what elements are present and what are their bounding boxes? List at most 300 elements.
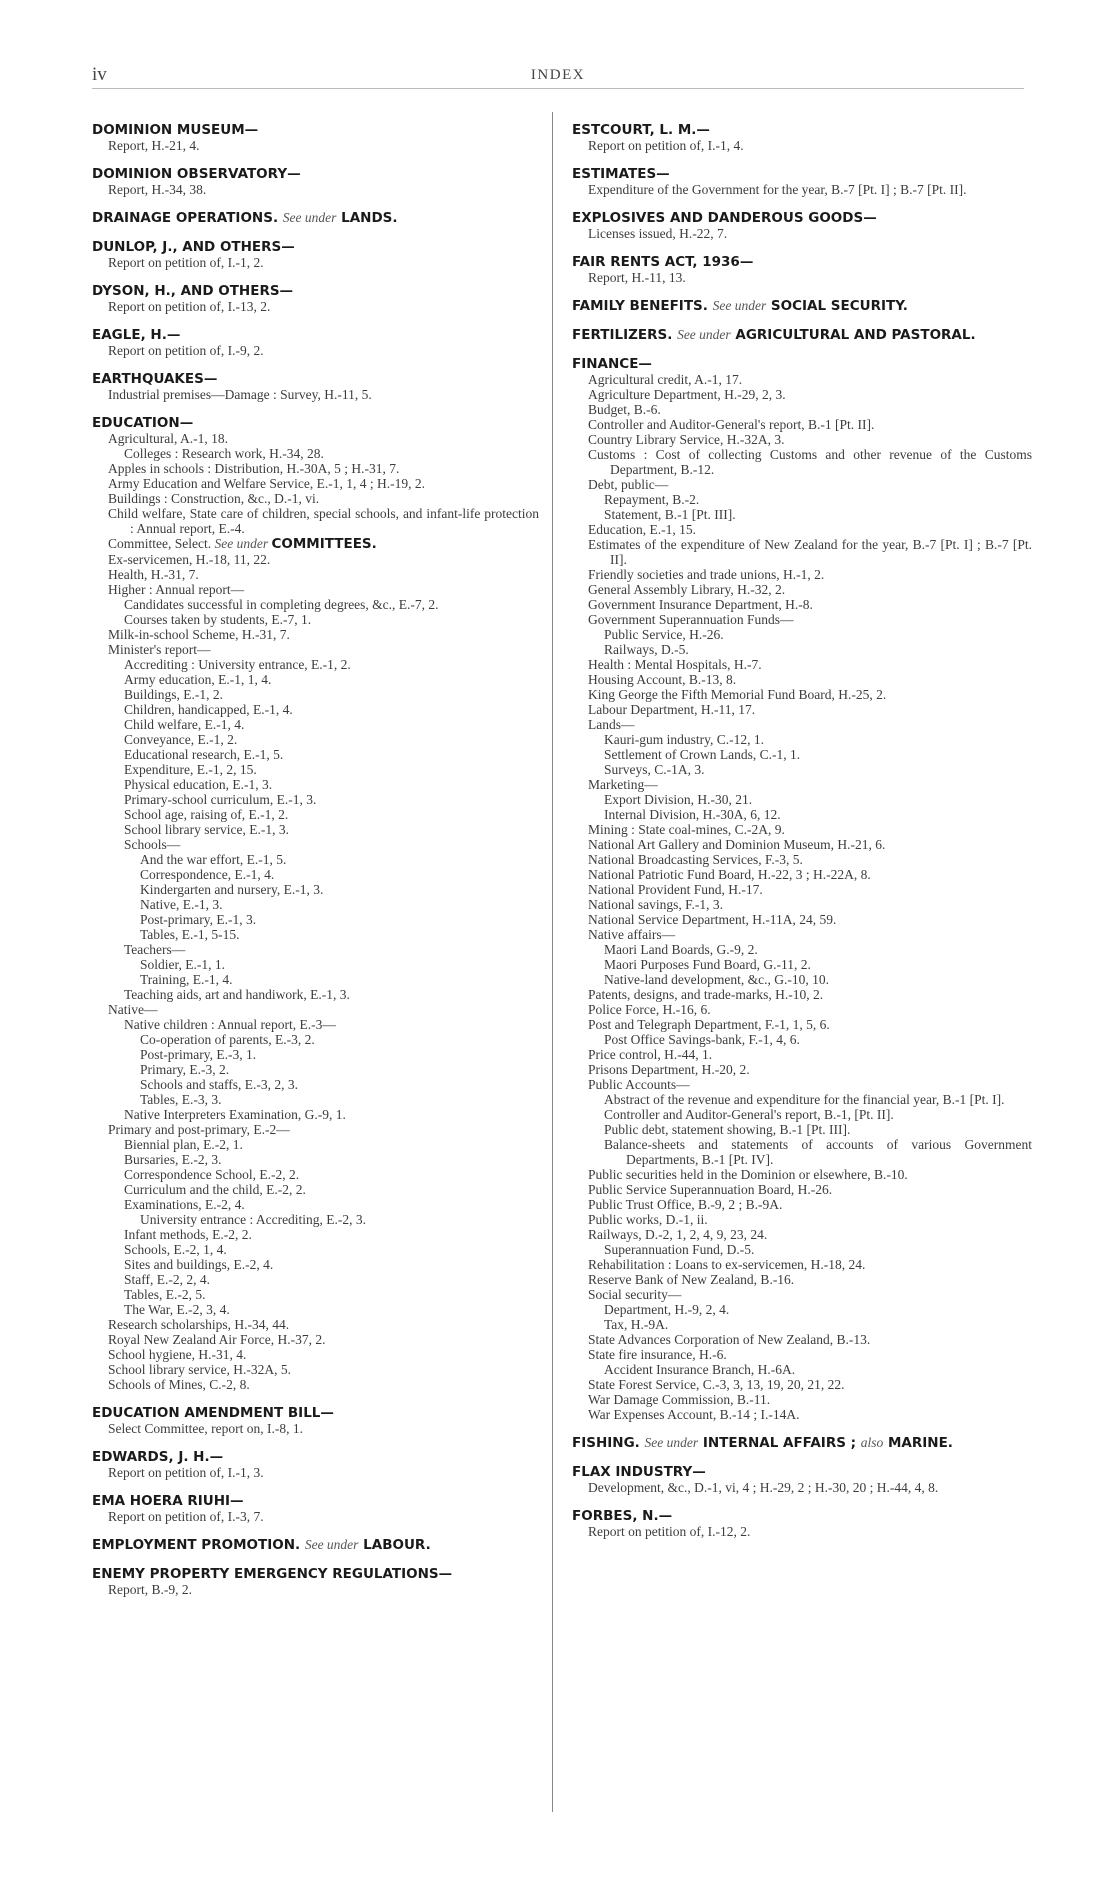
entry-line <box>604 762 1032 777</box>
index-entry <box>572 1435 1032 1451</box>
entry-line <box>108 1332 539 1347</box>
index-entry <box>92 1537 539 1553</box>
cross-reference: COMMITTEES. <box>271 536 377 552</box>
entry-line <box>604 792 1032 807</box>
entry-line <box>124 597 539 612</box>
entry-line <box>588 672 1032 687</box>
entry-line <box>108 567 539 582</box>
entry-text: Labour Department, H.-11, 17. <box>588 702 756 717</box>
entry-line <box>604 942 1032 957</box>
index-column-left <box>92 122 539 1610</box>
entry-text: Courses taken by students, E.-7, 1. <box>124 612 312 627</box>
entry-text: Biennial plan, E.-2, 1. <box>124 1137 243 1152</box>
entry-text: Rehabilitation : Loans to ex-servicemen, H.-18, 24. <box>588 1257 866 1272</box>
entry-text: Examinations, E.-2, 4. <box>124 1197 245 1212</box>
entry-line <box>140 867 539 882</box>
entry-text: Lands— <box>588 717 635 732</box>
entry-line <box>108 1347 539 1362</box>
heading-text: EMA HOERA RIUHI— <box>92 1493 244 1509</box>
entry-text: Internal Division, H.-30A, 6, 12. <box>604 807 781 822</box>
entry-line <box>140 1092 539 1107</box>
entry-line <box>588 597 1032 612</box>
index-entry <box>92 122 539 153</box>
entry-text: School hygiene, H.-31, 4. <box>108 1347 247 1362</box>
entry-text: Native, E.-1, 3. <box>140 897 223 912</box>
entry-line <box>588 897 1032 912</box>
entry-line <box>588 882 1032 897</box>
heading-text: ENEMY PROPERTY EMERGENCY REGULATIONS— <box>92 1566 453 1582</box>
entry-line <box>588 1257 1032 1272</box>
entry-line <box>604 1302 1032 1317</box>
entry-text: Conveyance, E.-1, 2. <box>124 732 238 747</box>
entry-text: Milk-in-school Scheme, H.-31, 7. <box>108 627 290 642</box>
entry-line <box>124 672 539 687</box>
entry-line <box>604 1242 1032 1257</box>
entry-line <box>124 777 539 792</box>
entry-text: Report, H.-21, 4. <box>108 138 200 153</box>
entry-text: Post-primary, E.-3, 1. <box>140 1047 257 1062</box>
entry-text: Friendly societies and trade unions, H.-1, 2. <box>588 567 825 582</box>
entry-text: Report, H.-34, 38. <box>108 182 207 197</box>
entry-text: Public Service Superannuation Board, H.-26. <box>588 1182 833 1197</box>
entry-text: Schools of Mines, C.-2, 8. <box>108 1377 250 1392</box>
entry-line <box>140 927 539 942</box>
entry-text: The War, E.-2, 3, 4. <box>124 1302 230 1317</box>
entry-line <box>588 1347 1032 1362</box>
entry-line <box>108 1377 539 1392</box>
entry-text: Social security— <box>588 1287 682 1302</box>
entry-heading <box>92 1537 539 1553</box>
entry-text: Controller and Auditor-General's report, B.-1 [Pt. II]. <box>588 417 875 432</box>
entry-text: Public Accounts— <box>588 1077 690 1092</box>
entry-line <box>140 1047 539 1062</box>
entry-text: Report on petition of, I.-12, 2. <box>588 1524 751 1539</box>
entry-text: Controller and Auditor-General's report, B.-1, [Pt. II]. <box>604 1107 894 1122</box>
index-entry <box>572 298 1032 314</box>
entry-heading <box>92 415 539 431</box>
entry-heading <box>92 166 539 182</box>
entry-line <box>588 270 1032 285</box>
entry-line <box>604 1122 1032 1137</box>
entry-line <box>604 972 1032 987</box>
entry-heading <box>92 1405 539 1421</box>
heading-text: DYSON, H., AND OTHERS— <box>92 283 294 299</box>
entry-line <box>108 299 539 314</box>
entry-line <box>588 1017 1032 1032</box>
index-entry <box>92 239 539 270</box>
entry-text: Accrediting : University entrance, E.-1, 2. <box>124 657 351 672</box>
entry-line <box>604 492 1032 507</box>
entry-text: Tables, E.-3, 3. <box>140 1092 222 1107</box>
entry-text: Army education, E.-1, 1, 4. <box>124 672 272 687</box>
entry-text: Primary and post-primary, E.-2— <box>108 1122 290 1137</box>
entry-text: Primary-school curriculum, E.-1, 3. <box>124 792 317 807</box>
entry-line <box>588 867 1032 882</box>
entry-text: Education, E.-1, 15. <box>588 522 696 537</box>
entry-text: National Service Department, H.-11A, 24, 59. <box>588 912 837 927</box>
entry-text: Higher : Annual report— <box>108 582 245 597</box>
entry-text: And the war effort, E.-1, 5. <box>140 852 287 867</box>
entry-line <box>124 702 539 717</box>
index-entry <box>572 1464 1032 1495</box>
entry-text: National Art Gallery and Dominion Museum, H.-21, 6. <box>588 837 886 852</box>
entry-text: School library service, E.-1, 3. <box>124 822 289 837</box>
entry-text: Royal New Zealand Air Force, H.-37, 2. <box>108 1332 326 1347</box>
entry-line <box>588 1167 1032 1182</box>
entry-line <box>140 1062 539 1077</box>
index-entry <box>92 1405 539 1436</box>
entry-text: Industrial premises—Damage : Survey, H.-11, 5. <box>108 387 372 402</box>
cross-reference: INTERNAL AFFAIRS ; <box>702 1435 857 1451</box>
index-entry <box>572 210 1032 241</box>
entry-text: Licenses issued, H.-22, 7. <box>588 226 728 241</box>
entry-text: Primary, E.-3, 2. <box>140 1062 230 1077</box>
entry-line <box>124 1257 539 1272</box>
index-entry <box>92 1566 539 1597</box>
entry-line <box>588 1047 1032 1062</box>
entry-line <box>604 957 1032 972</box>
entry-text: Tables, E.-2, 5. <box>124 1287 206 1302</box>
entry-line <box>604 807 1032 822</box>
entry-text: Police Force, H.-16, 6. <box>588 1002 711 1017</box>
heading-text: FAMILY BENEFITS. <box>572 298 708 314</box>
entry-line <box>604 642 1032 657</box>
entry-text: Schools, E.-2, 1, 4. <box>124 1242 227 1257</box>
entry-text: Infant methods, E.-2, 2. <box>124 1227 252 1242</box>
entry-text: Children, handicapped, E.-1, 4. <box>124 702 293 717</box>
entry-line <box>604 1362 1032 1377</box>
entry-heading <box>92 122 539 138</box>
heading-text: DRAINAGE OPERATIONS. <box>92 210 279 226</box>
entry-line <box>124 1137 539 1152</box>
index-entry <box>572 122 1032 153</box>
cross-reference: MARINE. <box>887 1435 953 1451</box>
entry-line <box>124 612 539 627</box>
page-number: iv <box>92 64 107 85</box>
entry-line <box>588 927 1032 942</box>
entry-line <box>124 822 539 837</box>
entry-line <box>108 255 539 270</box>
entry-text: Marketing— <box>588 777 658 792</box>
entry-line <box>604 1032 1032 1047</box>
heading-text: FINANCE— <box>572 356 652 372</box>
entry-text: Public debt, statement showing, B.-1 [Pt. III]. <box>604 1122 851 1137</box>
entry-text: Buildings, E.-1, 2. <box>124 687 224 702</box>
entry-text: Debt, public— <box>588 477 669 492</box>
entry-text: Native Interpreters Examination, G.-9, 1. <box>124 1107 346 1122</box>
entry-text: Post and Telegraph Department, F.-1, 1, 5, 6. <box>588 1017 830 1032</box>
entry-text: Bursaries, E.-2, 3. <box>124 1152 222 1167</box>
entry-text: School library service, H.-32A, 5. <box>108 1362 291 1377</box>
entry-line <box>604 747 1032 762</box>
entry-text: Expenditure, E.-1, 2, 15. <box>124 762 257 777</box>
entry-text: Mining : State coal-mines, C.-2A, 9. <box>588 822 785 837</box>
entry-line <box>108 1465 539 1480</box>
entry-text: Kindergarten and nursery, E.-1, 3. <box>140 882 324 897</box>
heading-text: FISHING. <box>572 1435 640 1451</box>
entry-line <box>604 507 1032 522</box>
index-entry <box>572 1508 1032 1539</box>
entry-line <box>588 852 1032 867</box>
entry-line <box>124 1272 539 1287</box>
entry-text: Report on petition of, I.-9, 2. <box>108 343 264 358</box>
entry-line <box>140 852 539 867</box>
entry-line <box>108 627 539 642</box>
entry-text: School age, raising of, E.-1, 2. <box>124 807 289 822</box>
entry-text: Colleges : Research work, H.-34, 28. <box>124 446 324 461</box>
entry-text: Repayment, B.-2. <box>604 492 700 507</box>
entry-text: King George the Fifth Memorial Fund Board, H.-25, 2. <box>588 687 887 702</box>
entry-line <box>124 1017 539 1032</box>
entry-text: Minister's report— <box>108 642 211 657</box>
entry-heading <box>92 239 539 255</box>
entry-heading <box>572 254 1032 270</box>
entry-line <box>108 582 539 597</box>
entry-text: Settlement of Crown Lands, C.-1, 1. <box>604 747 801 762</box>
entry-text: National Provident Fund, H.-17. <box>588 882 763 897</box>
index-entry <box>572 356 1032 1422</box>
entry-line <box>108 536 539 552</box>
entry-heading <box>92 371 539 387</box>
entry-text: Reserve Bank of New Zealand, B.-16. <box>588 1272 795 1287</box>
entry-line <box>588 447 1032 477</box>
heading-text: DOMINION MUSEUM— <box>92 122 259 138</box>
entry-line <box>108 182 539 197</box>
entry-line <box>588 1377 1032 1392</box>
entry-line <box>588 1287 1032 1302</box>
entry-text: Native affairs— <box>588 927 676 942</box>
entry-heading <box>92 1566 539 1582</box>
see-under-note: See under <box>214 536 269 551</box>
entry-line <box>108 1582 539 1597</box>
entry-text: Research scholarships, H.-34, 44. <box>108 1317 290 1332</box>
entry-text: Candidates successful in completing degrees, &c., E.-7, 2. <box>124 597 439 612</box>
entry-line <box>604 732 1032 747</box>
entry-line <box>588 1227 1032 1242</box>
entry-line <box>140 882 539 897</box>
entry-line <box>108 431 539 446</box>
entry-text: Railways, D.-5. <box>604 642 689 657</box>
entry-line <box>604 1092 1032 1107</box>
entry-line <box>140 957 539 972</box>
entry-heading <box>92 210 539 226</box>
entry-line <box>124 1167 539 1182</box>
entry-line <box>124 1287 539 1302</box>
entry-text: Maori Purposes Fund Board, G.-11, 2. <box>604 957 811 972</box>
page-header <box>92 62 1024 89</box>
entry-text: Agricultural credit, A.-1, 17. <box>588 372 743 387</box>
entry-line <box>588 822 1032 837</box>
index-entry <box>572 166 1032 197</box>
entry-text: Educational research, E.-1, 5. <box>124 747 284 762</box>
entry-line <box>108 1317 539 1332</box>
entry-line <box>588 417 1032 432</box>
entry-line <box>588 432 1032 447</box>
entry-line <box>140 912 539 927</box>
entry-line <box>588 138 1032 153</box>
heading-text: EAGLE, H.— <box>92 327 181 343</box>
column-divider <box>552 112 553 1812</box>
entry-text: Report on petition of, I.-1, 4. <box>588 138 744 153</box>
index-entry <box>92 327 539 358</box>
entry-text: Superannuation Fund, D.-5. <box>604 1242 755 1257</box>
entry-text: Child welfare, E.-1, 4. <box>124 717 245 732</box>
entry-heading <box>92 283 539 299</box>
entry-text: Child welfare, State care of children, special schools, and infant-life protection : Annual report, E.-4. <box>108 506 539 536</box>
entry-line <box>108 1362 539 1377</box>
see-under-note: See under <box>304 1537 359 1552</box>
entry-text: Report on petition of, I.-1, 2. <box>108 255 264 270</box>
entry-text: War Expenses Account, B.-14 ; I.-14A. <box>588 1407 800 1422</box>
entry-line <box>108 1509 539 1524</box>
entry-text: Tables, E.-1, 5-15. <box>140 927 240 942</box>
entry-line <box>124 837 539 852</box>
entry-text: Staff, E.-2, 2, 4. <box>124 1272 210 1287</box>
entry-text: Soldier, E.-1, 1. <box>140 957 225 972</box>
index-column-right <box>572 122 1032 1552</box>
entry-text: State Advances Corporation of New Zealand, B.-13. <box>588 1332 871 1347</box>
entry-text: Public works, D.-1, ii. <box>588 1212 708 1227</box>
entry-line <box>604 627 1032 642</box>
entry-text: Native children : Annual report, E.-3— <box>124 1017 336 1032</box>
entry-line <box>124 1242 539 1257</box>
entry-line <box>588 1524 1032 1539</box>
entry-heading <box>92 1493 539 1509</box>
entry-line <box>124 732 539 747</box>
entry-text: Ex-servicemen, H.-18, 11, 22. <box>108 552 271 567</box>
see-under-note: See under <box>712 298 767 313</box>
entry-text: Railways, D.-2, 1, 2, 4, 9, 23, 24. <box>588 1227 768 1242</box>
entry-line <box>588 522 1032 537</box>
entry-heading <box>572 166 1032 182</box>
entry-heading <box>572 1508 1032 1524</box>
entry-text: Public Trust Office, B.-9, 2 ; B.-9A. <box>588 1197 783 1212</box>
heading-text: EDUCATION AMENDMENT BILL— <box>92 1405 334 1421</box>
entry-text: Teachers— <box>124 942 186 957</box>
entry-line <box>588 987 1032 1002</box>
entry-text: Patents, designs, and trade-marks, H.-10, 2. <box>588 987 824 1002</box>
entry-text: Public Service, H.-26. <box>604 627 724 642</box>
entry-line <box>588 1062 1032 1077</box>
entry-text: State fire insurance, H.-6. <box>588 1347 727 1362</box>
index-entry <box>572 327 1032 343</box>
entry-text: Surveys, C.-1A, 3. <box>604 762 705 777</box>
entry-line <box>588 387 1032 402</box>
index-entry <box>92 1493 539 1524</box>
entry-text: Government Insurance Department, H.-8. <box>588 597 813 612</box>
entry-text: Price control, H.-44, 1. <box>588 1047 713 1062</box>
see-under-note: See under <box>644 1435 699 1450</box>
heading-text: EARTHQUAKES— <box>92 371 218 387</box>
entry-text: Maori Land Boards, G.-9, 2. <box>604 942 758 957</box>
entry-text: Kauri-gum industry, C.-12, 1. <box>604 732 764 747</box>
index-entry <box>92 1449 539 1480</box>
see-also-note: also <box>860 1435 884 1450</box>
entry-line <box>108 461 539 476</box>
entry-line <box>588 837 1032 852</box>
entry-line <box>588 612 1032 627</box>
entry-text: Balance-sheets and statements of accounts of various Government Departments, B.-1 [Pt. IV]. <box>604 1137 1032 1167</box>
entry-text: Army Education and Welfare Service, E.-1, 1, 4 ; H.-19, 2. <box>108 476 425 491</box>
heading-text: FERTILIZERS. <box>572 327 673 343</box>
entry-text: Correspondence, E.-1, 4. <box>140 867 275 882</box>
entry-line <box>108 1421 539 1436</box>
index-entry <box>92 166 539 197</box>
heading-text: EDWARDS, J. H.— <box>92 1449 224 1465</box>
entry-heading <box>572 1435 1032 1451</box>
heading-text: ESTCOURT, L. M.— <box>572 122 710 138</box>
entry-line <box>588 687 1032 702</box>
entry-heading <box>92 1449 539 1465</box>
entry-line <box>588 182 1032 197</box>
entry-text: Prisons Department, H.-20, 2. <box>588 1062 750 1077</box>
index-entry <box>92 415 539 1392</box>
entry-text: Abstract of the revenue and expenditure for the financial year, B.-1 [Pt. I]. <box>604 1092 1005 1107</box>
entry-text: Schools and staffs, E.-3, 2, 3. <box>140 1077 298 1092</box>
entry-line <box>124 446 539 461</box>
entry-heading <box>572 356 1032 372</box>
entry-text: Country Library Service, H.-32A, 3. <box>588 432 785 447</box>
entry-text: Department, H.-9, 2, 4. <box>604 1302 730 1317</box>
entry-heading <box>572 327 1032 343</box>
cross-reference: LANDS. <box>341 210 398 226</box>
entry-text: Buildings : Construction, &c., D.-1, vi. <box>108 491 320 506</box>
entry-text: Agricultural, A.-1, 18. <box>108 431 228 446</box>
entry-line <box>588 1212 1032 1227</box>
index-entry <box>92 210 539 226</box>
entry-text: Correspondence School, E.-2, 2. <box>124 1167 300 1182</box>
entry-line <box>588 1197 1032 1212</box>
entry-line <box>124 807 539 822</box>
entry-text: Estimates of the expenditure of New Zealand for the year, B.-7 [Pt. I] ; B.-7 [Pt. II]. <box>588 537 1032 567</box>
heading-text: FORBES, N.— <box>572 1508 673 1524</box>
entry-text: Apples in schools : Distribution, H.-30A, 5 ; H.-31, 7. <box>108 461 400 476</box>
entry-text: Report on petition of, I.-13, 2. <box>108 299 271 314</box>
entry-text: Native-land development, &c., G.-10, 10. <box>604 972 829 987</box>
entry-text: National savings, F.-1, 3. <box>588 897 724 912</box>
entry-line <box>588 402 1032 417</box>
heading-text: FLAX INDUSTRY— <box>572 1464 706 1480</box>
entry-line <box>588 1272 1032 1287</box>
entry-line <box>108 343 539 358</box>
entry-text: Budget, B.-6. <box>588 402 661 417</box>
entry-heading <box>572 298 1032 314</box>
entry-text: Accident Insurance Branch, H.-6A. <box>604 1362 796 1377</box>
entry-heading <box>572 210 1032 226</box>
cross-reference: LABOUR. <box>363 1537 431 1553</box>
entry-line <box>124 942 539 957</box>
index-entry <box>92 283 539 314</box>
entry-line <box>108 138 539 153</box>
entry-line <box>140 1077 539 1092</box>
entry-text: Report, H.-11, 13. <box>588 270 686 285</box>
cross-reference: SOCIAL SECURITY. <box>770 298 908 314</box>
entry-line <box>108 506 539 536</box>
entry-line <box>124 1227 539 1242</box>
entry-line <box>108 1122 539 1137</box>
entry-line <box>588 657 1032 672</box>
entry-line <box>140 897 539 912</box>
entry-line <box>108 476 539 491</box>
entry-line <box>588 777 1032 792</box>
entry-text: University entrance : Accrediting, E.-2, 3. <box>140 1212 367 1227</box>
page-title: INDEX <box>530 67 586 83</box>
entry-line <box>124 1152 539 1167</box>
entry-text: Committee, Select. <box>108 536 212 551</box>
entry-text: Development, &c., D.-1, vi, 4 ; H.-29, 2 ; H.-30, 20 ; H.-44, 4, 8. <box>588 1480 939 1495</box>
entry-text: Public securities held in the Dominion or elsewhere, B.-10. <box>588 1167 908 1182</box>
entry-line <box>588 1077 1032 1092</box>
